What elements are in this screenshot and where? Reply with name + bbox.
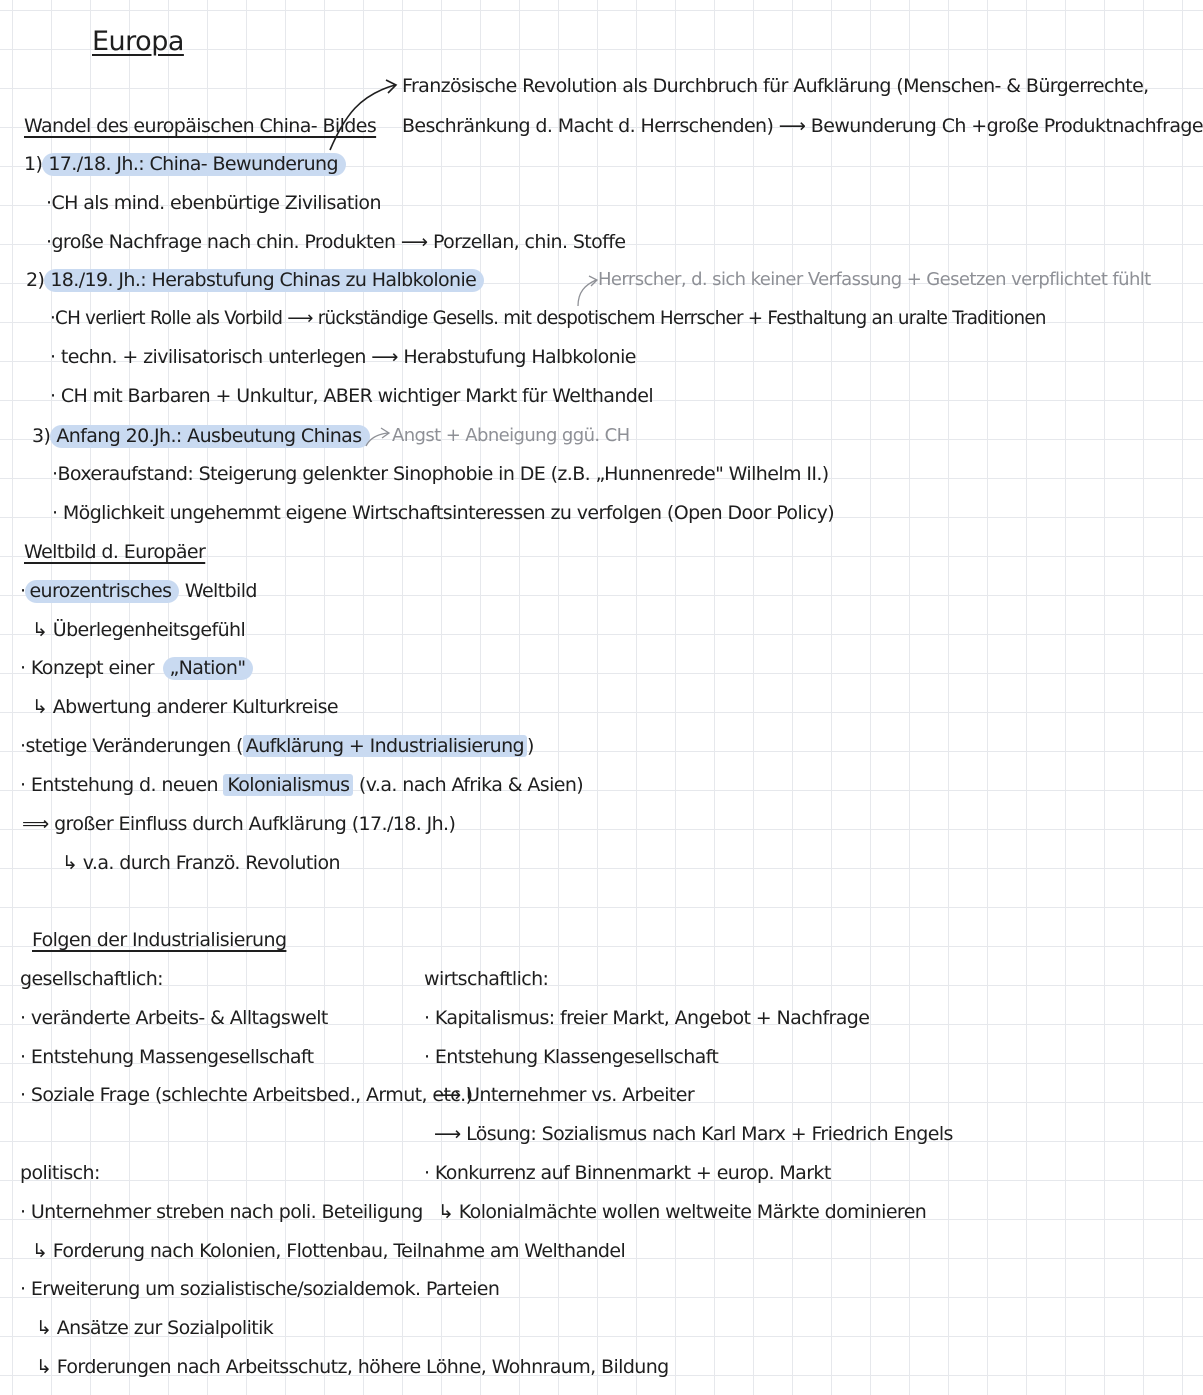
weltbild-item-1-rest: Weltbild bbox=[184, 580, 257, 602]
weltbild-item-4 bbox=[20, 773, 583, 797]
weltbild-item-1-sub: ↳ Überlegenheitsgefühl bbox=[32, 619, 246, 641]
politisch-item-2b: ↳ Forderungen nach Arbeitsschutz, höhere Löhne, Wohnraum, Bildung bbox=[36, 1356, 669, 1378]
point-2-number: 2) bbox=[26, 269, 45, 291]
top-note-line-2: Beschränkung d. Macht d. Herrschenden) ⟶ Bewunderung Ch +große Produktnachfrage bbox=[402, 115, 1203, 137]
point-2-item-a: ·CH verliert Rolle als Vorbild ⟶ rückständige Gesells. mit despotischem Herrscher + Festhaltung an uralte Traditionen bbox=[50, 308, 1046, 329]
wirtschaftlich-item-3: · Konkurrenz auf Binnenmarkt + europ. Markt bbox=[424, 1162, 831, 1184]
wirtschaftlich-item-2: · Entstehung Klassengesellschaft bbox=[424, 1046, 719, 1068]
weltbild-item-4-post: (v.a. nach Afrika & Asien) bbox=[358, 774, 584, 796]
wirtschaftlich-item-2a: ⟶ Unternehmer vs. Arbeiter bbox=[434, 1084, 695, 1106]
weltbild-item-2-highlight: „Nation" bbox=[163, 657, 253, 680]
point-1-label: 17./18. Jh.: China- Bewunderung bbox=[42, 153, 346, 176]
weltbild-conclusion-sub: ↳ v.a. durch Franzö. Revolution bbox=[62, 852, 340, 874]
weltbild-item-1: · eurozentrisches Weltbild bbox=[20, 580, 257, 602]
weltbild-item-2-pre: · Konzept einer bbox=[20, 657, 154, 679]
point-3-item-a: ·Boxeraufstand: Steigerung gelenkter Sinophobie in DE (z.B. „Hunnenrede" Wilhelm II.) bbox=[52, 463, 829, 485]
gesellschaftlich-item-3: · Soziale Frage (schlechte Arbeitsbed., Armut, etc.) bbox=[20, 1084, 473, 1106]
gesellschaftlich-item-2: · Entstehung Massengesellschaft bbox=[20, 1046, 314, 1068]
weltbild-conclusion: ⟹ großer Einfluss durch Aufklärung (17./18. Jh.) bbox=[22, 813, 456, 835]
point-1-item-b: ·große Nachfrage nach chin. Produkten ⟶ Porzellan, chin. Stoffe bbox=[46, 231, 626, 253]
point-2-item-b: · techn. + zivilisatorisch unterlegen ⟶ Herabstufung Halbkolonie bbox=[50, 346, 636, 368]
wirtschaftlich-item-1: · Kapitalismus: freier Markt, Angebot + Nachfrage bbox=[424, 1007, 870, 1029]
point-3-label: Anfang 20.Jh.: Ausbeutung Chinas bbox=[50, 425, 369, 448]
wirtschaftlich-item-3a: ↳ Kolonialmächte wollen weltweite Märkte dominieren bbox=[438, 1201, 927, 1223]
point-1-number: 1) bbox=[24, 153, 43, 175]
weltbild-item-4-highlight: Kolonialismus bbox=[223, 774, 353, 796]
point-3-number: 3) bbox=[32, 425, 51, 447]
top-note-line-1: Französische Revolution als Durchbruch für Aufklärung (Menschen- & Bürgerrechte, bbox=[402, 75, 1149, 97]
weltbild-item-2 bbox=[20, 656, 253, 680]
point-2-label: 18./19. Jh.: Herabstufung Chinas zu Halbkolonie bbox=[44, 269, 484, 292]
weltbild-item-1-highlight: eurozentrisches bbox=[25, 580, 179, 603]
politisch-item-2: · Erweiterung um sozialistische/sozialdemok. Parteien bbox=[20, 1278, 500, 1300]
weltbild-item-3-post: ) bbox=[527, 735, 534, 757]
small-curved-arrow-icon-2 bbox=[0, 0, 1080, 460]
wirtschaftlich-heading: wirtschaftlich: bbox=[424, 968, 549, 990]
weltbild-item-3 bbox=[20, 734, 534, 758]
point-3-item-b: · Möglichkeit ungehemmt eigene Wirtschaftsinteressen zu verfolgen (Open Door Policy) bbox=[52, 502, 835, 524]
section-heading-folgen: Folgen der Industrialisierung bbox=[32, 929, 287, 951]
politisch-item-1: · Unternehmer streben nach poli. Beteiligung bbox=[20, 1201, 423, 1223]
weltbild-item-3-highlight: Aufklärung + Industrialisierung bbox=[243, 735, 527, 757]
point-3-note: Angst + Abneigung ggü. CH bbox=[392, 425, 630, 446]
point-2-note: Herrscher, d. sich keiner Verfassung + Gesetzen verpflichtet fühlt bbox=[598, 269, 1151, 290]
weltbild-item-2-sub: ↳ Abwertung anderer Kulturkreise bbox=[32, 696, 338, 718]
section-heading-china: Wandel des europäischen China- Bildes bbox=[24, 115, 377, 137]
section-heading-weltbild: Weltbild d. Europäer bbox=[24, 541, 206, 563]
gesellschaftlich-item-1: · veränderte Arbeits- & Alltagswelt bbox=[20, 1007, 328, 1029]
page-title: Europa bbox=[92, 26, 184, 57]
point-1-item-a: ·CH als mind. ebenbürtige Zivilisation bbox=[46, 192, 381, 214]
politisch-item-2a: ↳ Ansätze zur Sozialpolitik bbox=[36, 1317, 274, 1339]
weltbild-item-3-pre: ·stetige Veränderungen ( bbox=[20, 735, 243, 757]
gesellschaftlich-heading: gesellschaftlich: bbox=[20, 968, 163, 990]
politisch-heading: politisch: bbox=[20, 1162, 100, 1184]
weltbild-item-4-pre: · Entstehung d. neuen bbox=[20, 774, 218, 796]
wirtschaftlich-item-2b: ⟶ Lösung: Sozialismus nach Karl Marx + Friedrich Engels bbox=[434, 1123, 953, 1145]
point-2-item-c: · CH mit Barbaren + Unkultur, ABER wichtiger Markt für Welthandel bbox=[50, 385, 654, 407]
politisch-item-1a: ↳ Forderung nach Kolonien, Flottenbau, Teilnahme am Welthandel bbox=[32, 1240, 626, 1262]
